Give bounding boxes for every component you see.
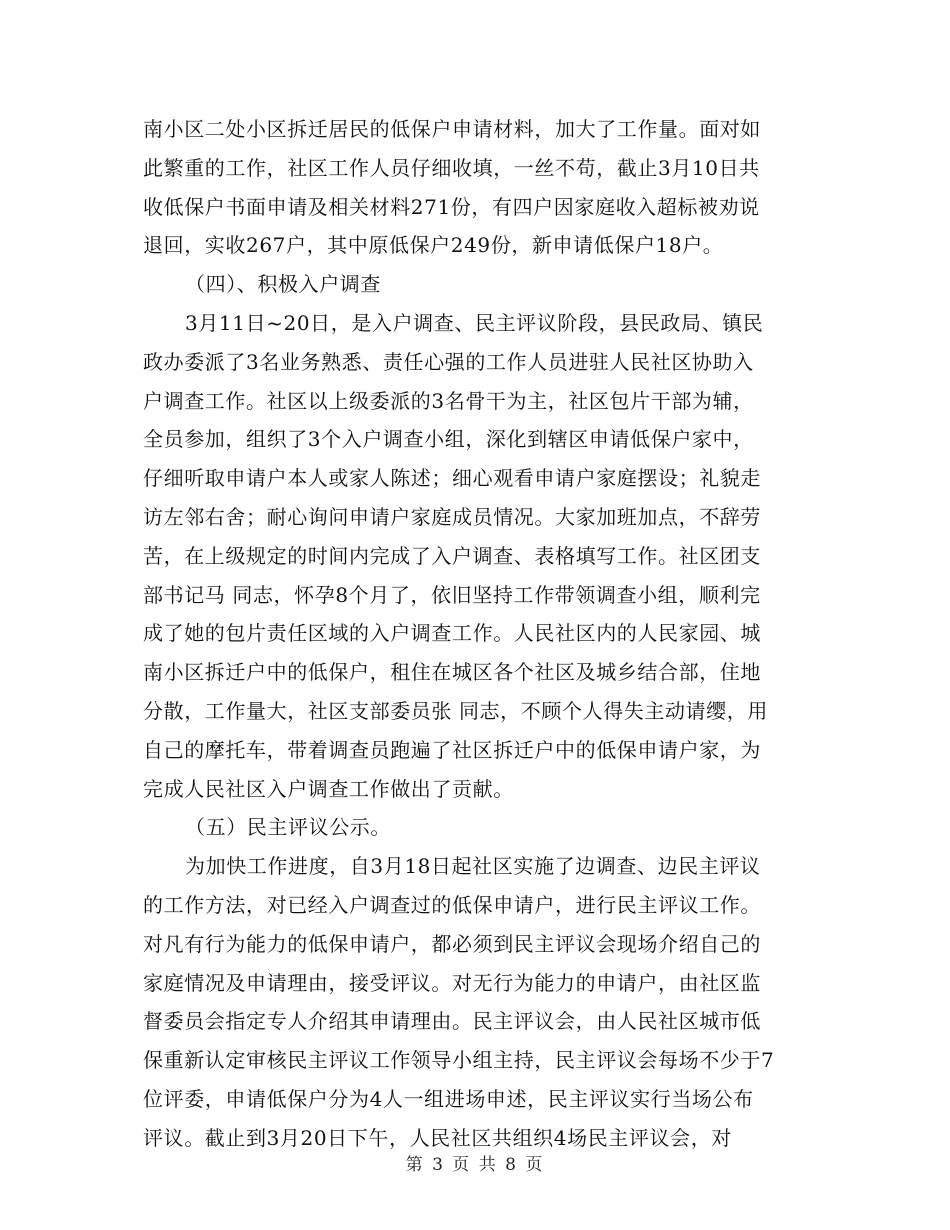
text-line: 督委员会指定专人介绍其申请理由。民主评议会，由人民社区城市低: [143, 1009, 761, 1034]
text-line: 家庭情况及申请理由，接受评议。对无行为能力的申请户，由社区监: [143, 970, 761, 995]
text-line: 南小区二处小区拆迁居民的低保户申请材料，加大了工作量。面对如: [143, 117, 761, 141]
text-line: 位评委，申请低保户分为4人一组进场申述，民主评议实行当场公布: [143, 1086, 754, 1111]
text-line: 为加快工作进度，自3月18日起社区实施了边调查、边民主评议: [185, 854, 761, 879]
text-line: 南小区拆迁户中的低保户，租住在城区各个社区及城乡结合部，住地: [143, 660, 761, 685]
text-line: 部书记马 同志，怀孕8个月了，依旧坚持工作带领调查小组，顺利完: [143, 582, 761, 607]
body-text: [143, 110, 798, 1158]
text-line: 访左邻右舍；耐心询问申请户家庭成员情况。大家加班加点，不辞劳: [143, 504, 761, 529]
text-line: 成了她的包片责任区域的入户调查工作。人民社区内的人民家园、城: [143, 621, 761, 646]
page-footer: 第 3 页 共 8 页: [405, 1155, 545, 1175]
text-line: 收低保户书面申请及相关材料271份，有四户因家庭收入超标被劝说: [143, 194, 760, 219]
text-line: 评议。截止到3月20日下午，人民社区共组织4场民主评议会，对: [143, 1125, 732, 1150]
text-line: 对凡有行为能力的低保申请户，都必须到民主评议会现场介绍自己的: [143, 931, 761, 956]
text-line: 全员参加，组织了3个入户调查小组，深化到辖区申请低保户家中，: [143, 427, 754, 452]
text-line: 仔细听取申请户本人或家人陈述；细心观看申请户家庭摆设；礼貌走: [143, 466, 761, 491]
text-line: 保重新认定审核民主评议工作领导小组主持，民主评议会每场不少于7: [143, 1048, 775, 1073]
section-heading: （四）、积极入户调查: [185, 272, 381, 297]
text-line: 3月11日~20日，是入户调查、民主评议阶段，县民政局、镇民: [185, 310, 764, 335]
text-line: 苦，在上级规定的时间内完成了入户调查、表格填写工作。社区团支: [143, 543, 761, 568]
text-line: 自己的摩托车，带着调查员跑遍了社区拆迁户中的低保申请户家，为: [143, 737, 761, 762]
section-heading: （五）民主评议公示。: [185, 815, 391, 840]
text-line: 退回，实收267户，其中原低保户249份，新申请低保户18户。: [143, 233, 724, 258]
text-line: 的工作方法，对已经入户调查过的低保申请户，进行民主评议工作。: [143, 892, 761, 917]
text-line: 分散，工作量大，社区支部委员张 同志，不顾个人得失主动请缨，用: [143, 698, 768, 723]
text-line: 此繁重的工作，社区工作人员仔细收填，一丝不苟，截止3月10日共: [143, 155, 760, 180]
text-line: 户调查工作。社区以上级委派的3名骨干为主，社区包片干部为辅，: [143, 388, 754, 413]
text-line: 政办委派了3名业务熟悉、责任心强的工作人员进驻人民社区协助入: [143, 349, 754, 374]
text-line: 完成人民社区入户调查工作做出了贡献。: [143, 776, 514, 801]
